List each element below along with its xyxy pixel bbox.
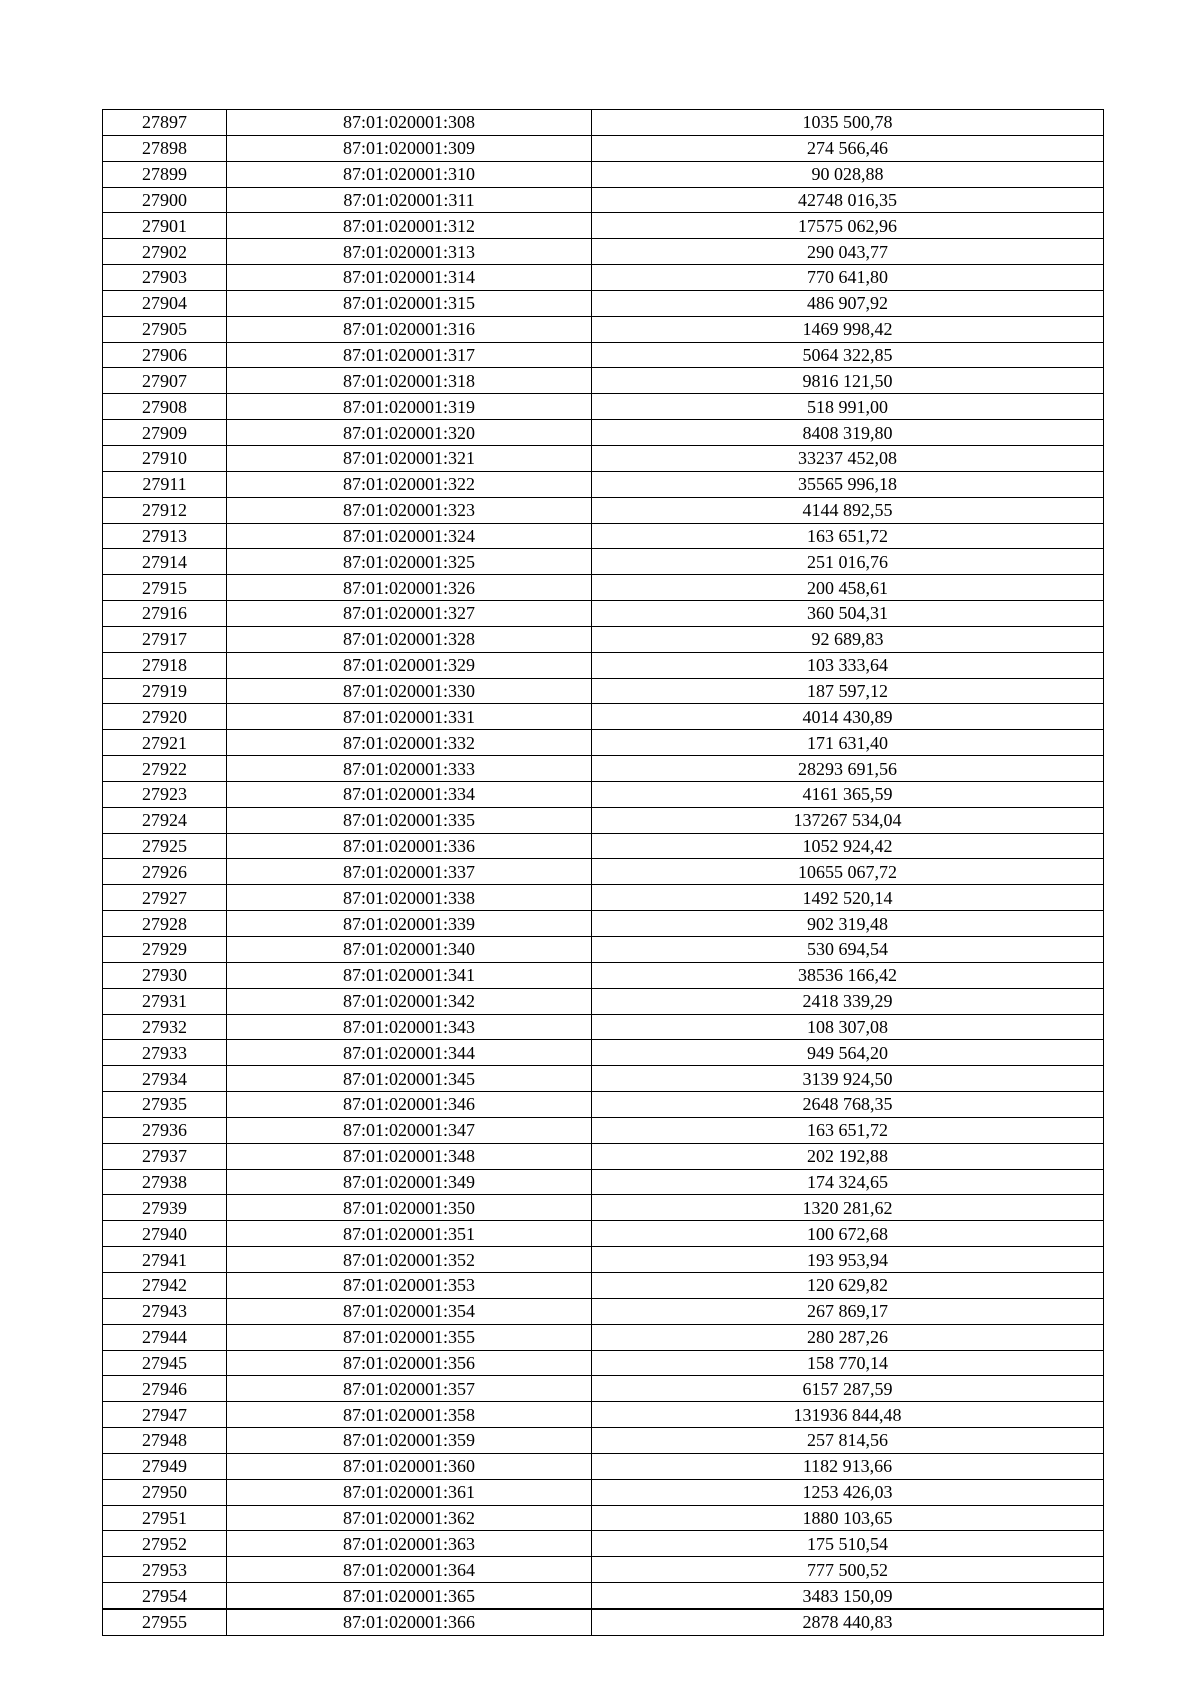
- cadastral-value-cell: 360 504,31: [592, 601, 1104, 627]
- cadastral-value-cell: 770 641,80: [592, 265, 1104, 291]
- cadastral-number-cell: 87:01:020001:320: [227, 420, 592, 446]
- cadastral-number-cell: 87:01:020001:322: [227, 471, 592, 497]
- cadastral-value-cell: 171 631,40: [592, 730, 1104, 756]
- cadastral-number-cell: 87:01:020001:342: [227, 988, 592, 1014]
- row-number-cell: 27934: [103, 1066, 227, 1092]
- cadastral-number-cell: 87:01:020001:354: [227, 1298, 592, 1324]
- table-row: [103, 368, 1104, 394]
- row-number-cell: 27916: [103, 601, 227, 627]
- cadastral-number-cell: 87:01:020001:334: [227, 781, 592, 807]
- cadastral-number-cell: 87:01:020001:331: [227, 704, 592, 730]
- cadastral-number-cell: 87:01:020001:359: [227, 1428, 592, 1454]
- row-number-cell: 27899: [103, 161, 227, 187]
- cadastral-number-cell: 87:01:020001:349: [227, 1169, 592, 1195]
- table-row: [103, 1117, 1104, 1143]
- cadastral-value-cell: 158 770,14: [592, 1350, 1104, 1376]
- row-number-cell: 27911: [103, 471, 227, 497]
- table-row: [103, 833, 1104, 859]
- cadastral-number-cell: 87:01:020001:315: [227, 290, 592, 316]
- cadastral-value-cell: 202 192,88: [592, 1143, 1104, 1169]
- table-row: [103, 290, 1104, 316]
- table-row: [103, 1143, 1104, 1169]
- row-number-cell: 27900: [103, 187, 227, 213]
- table-row: [103, 110, 1104, 136]
- cadastral-value-cell: 4144 892,55: [592, 497, 1104, 523]
- row-number-cell: 27932: [103, 1014, 227, 1040]
- row-number-cell: 27927: [103, 885, 227, 911]
- cadastral-number-cell: 87:01:020001:365: [227, 1583, 592, 1609]
- cadastral-value-cell: 175 510,54: [592, 1531, 1104, 1557]
- cadastral-number-cell: 87:01:020001:323: [227, 497, 592, 523]
- table-row: [103, 1583, 1104, 1609]
- cadastral-value-cell: 10655 067,72: [592, 859, 1104, 885]
- row-number-cell: 27918: [103, 652, 227, 678]
- cadastral-value-cell: 949 564,20: [592, 1040, 1104, 1066]
- cadastral-number-cell: 87:01:020001:308: [227, 110, 592, 136]
- row-number-cell: 27925: [103, 833, 227, 859]
- row-number-cell: 27937: [103, 1143, 227, 1169]
- table-row: [103, 626, 1104, 652]
- row-number-cell: 27920: [103, 704, 227, 730]
- cadastral-value-cell: 90 028,88: [592, 161, 1104, 187]
- row-number-cell: 27951: [103, 1505, 227, 1531]
- cadastral-value-cell: 3483 150,09: [592, 1583, 1104, 1609]
- cadastral-number-cell: 87:01:020001:335: [227, 807, 592, 833]
- table-row: [103, 1505, 1104, 1531]
- table-row: [103, 1247, 1104, 1273]
- row-number-cell: 27930: [103, 962, 227, 988]
- cadastral-number-cell: 87:01:020001:321: [227, 445, 592, 471]
- table-row: [103, 1014, 1104, 1040]
- table-row: [103, 1169, 1104, 1195]
- cadastral-number-cell: 87:01:020001:310: [227, 161, 592, 187]
- row-number-cell: 27904: [103, 290, 227, 316]
- table-row: [103, 161, 1104, 187]
- cadastral-value-cell: 486 907,92: [592, 290, 1104, 316]
- cadastral-value-cell: 902 319,48: [592, 911, 1104, 937]
- cadastral-number-cell: 87:01:020001:363: [227, 1531, 592, 1557]
- table-row: [103, 1557, 1104, 1583]
- cadastral-value-cell: 200 458,61: [592, 575, 1104, 601]
- cadastral-number-cell: 87:01:020001:348: [227, 1143, 592, 1169]
- table-row: [103, 885, 1104, 911]
- row-number-cell: 27935: [103, 1092, 227, 1118]
- row-number-cell: 27905: [103, 316, 227, 342]
- cadastral-number-cell: 87:01:020001:309: [227, 135, 592, 161]
- row-number-cell: 27926: [103, 859, 227, 885]
- table-row: [103, 1376, 1104, 1402]
- cadastral-number-cell: 87:01:020001:330: [227, 678, 592, 704]
- row-number-cell: 27940: [103, 1221, 227, 1247]
- table-row: [103, 549, 1104, 575]
- row-number-cell: 27898: [103, 135, 227, 161]
- table-row: [103, 730, 1104, 756]
- row-number-cell: 27922: [103, 756, 227, 782]
- cadastral-value-cell: 28293 691,56: [592, 756, 1104, 782]
- cadastral-number-cell: 87:01:020001:339: [227, 911, 592, 937]
- table-row: [103, 1324, 1104, 1350]
- table-row: [103, 704, 1104, 730]
- row-number-cell: 27909: [103, 420, 227, 446]
- cadastral-number-cell: 87:01:020001:333: [227, 756, 592, 782]
- table-row: [103, 937, 1104, 963]
- cadastral-value-cell: 6157 287,59: [592, 1376, 1104, 1402]
- cadastral-value-cell: 17575 062,96: [592, 213, 1104, 239]
- cadastral-value-cell: 35565 996,18: [592, 471, 1104, 497]
- table-row: [103, 471, 1104, 497]
- table-row: [103, 265, 1104, 291]
- cadastral-value-cell: 1052 924,42: [592, 833, 1104, 859]
- row-number-cell: 27914: [103, 549, 227, 575]
- cadastral-value-cell: 4014 430,89: [592, 704, 1104, 730]
- cadastral-value-cell: 187 597,12: [592, 678, 1104, 704]
- row-number-cell: 27952: [103, 1531, 227, 1557]
- table-row: [103, 213, 1104, 239]
- cadastral-value-cell: 1880 103,65: [592, 1505, 1104, 1531]
- cadastral-value-cell: 163 651,72: [592, 1117, 1104, 1143]
- table-row: [103, 135, 1104, 161]
- table-row: [103, 1040, 1104, 1066]
- cadastral-value-cell: 92 689,83: [592, 626, 1104, 652]
- table-row: [103, 756, 1104, 782]
- cadastral-number-cell: 87:01:020001:347: [227, 1117, 592, 1143]
- table-row: [103, 1298, 1104, 1324]
- row-number-cell: 27950: [103, 1479, 227, 1505]
- row-number-cell: 27946: [103, 1376, 227, 1402]
- row-number-cell: 27954: [103, 1583, 227, 1609]
- cadastral-number-cell: 87:01:020001:317: [227, 342, 592, 368]
- table-row: [103, 1609, 1104, 1635]
- cadastral-value-cell: 193 953,94: [592, 1247, 1104, 1273]
- table-row: [103, 988, 1104, 1014]
- cadastral-number-cell: 87:01:020001:357: [227, 1376, 592, 1402]
- cadastral-number-cell: 87:01:020001:319: [227, 394, 592, 420]
- row-number-cell: 27944: [103, 1324, 227, 1350]
- cadastral-value-cell: 42748 016,35: [592, 187, 1104, 213]
- row-number-cell: 27941: [103, 1247, 227, 1273]
- row-number-cell: 27910: [103, 445, 227, 471]
- table-row: [103, 859, 1104, 885]
- table-row: [103, 1066, 1104, 1092]
- cadastral-number-cell: 87:01:020001:341: [227, 962, 592, 988]
- cadastral-number-cell: 87:01:020001:355: [227, 1324, 592, 1350]
- row-number-cell: 27929: [103, 937, 227, 963]
- table-row: [103, 1195, 1104, 1221]
- cadastral-value-cell: 120 629,82: [592, 1272, 1104, 1298]
- cadastral-number-cell: 87:01:020001:327: [227, 601, 592, 627]
- cadastral-value-cell: 1469 998,42: [592, 316, 1104, 342]
- table-row: [103, 1092, 1104, 1118]
- cadastral-value-cell: 33237 452,08: [592, 445, 1104, 471]
- cadastral-number-cell: 87:01:020001:311: [227, 187, 592, 213]
- row-number-cell: 27947: [103, 1402, 227, 1428]
- cadastral-number-cell: 87:01:020001:318: [227, 368, 592, 394]
- cadastral-number-cell: 87:01:020001:350: [227, 1195, 592, 1221]
- cadastral-value-cell: 1492 520,14: [592, 885, 1104, 911]
- row-number-cell: 27903: [103, 265, 227, 291]
- cadastral-value-cell: 2648 768,35: [592, 1092, 1104, 1118]
- row-number-cell: 27945: [103, 1350, 227, 1376]
- cadastral-value-cell: 9816 121,50: [592, 368, 1104, 394]
- cadastral-number-cell: 87:01:020001:361: [227, 1479, 592, 1505]
- cadastral-number-cell: 87:01:020001:366: [227, 1609, 592, 1635]
- cadastral-number-cell: 87:01:020001:344: [227, 1040, 592, 1066]
- cadastral-number-cell: 87:01:020001:358: [227, 1402, 592, 1428]
- cadastral-number-cell: 87:01:020001:364: [227, 1557, 592, 1583]
- row-number-cell: 27897: [103, 110, 227, 136]
- table-row: [103, 239, 1104, 265]
- cadastral-number-cell: 87:01:020001:313: [227, 239, 592, 265]
- cadastral-number-cell: 87:01:020001:360: [227, 1453, 592, 1479]
- cadastral-value-cell: 137267 534,04: [592, 807, 1104, 833]
- table-row: [103, 911, 1104, 937]
- table-row: [103, 445, 1104, 471]
- cadastral-value-cell: 131936 844,48: [592, 1402, 1104, 1428]
- cadastral-value-cell: 5064 322,85: [592, 342, 1104, 368]
- cadastral-value-cell: 3139 924,50: [592, 1066, 1104, 1092]
- table-row: [103, 781, 1104, 807]
- row-number-cell: 27939: [103, 1195, 227, 1221]
- cadastral-number-cell: 87:01:020001:316: [227, 316, 592, 342]
- cadastral-number-cell: 87:01:020001:352: [227, 1247, 592, 1273]
- table-row: [103, 316, 1104, 342]
- cadastral-number-cell: 87:01:020001:312: [227, 213, 592, 239]
- cadastral-value-cell: 1182 913,66: [592, 1453, 1104, 1479]
- cadastral-number-cell: 87:01:020001:314: [227, 265, 592, 291]
- table-row: [103, 1272, 1104, 1298]
- table-row: [103, 1479, 1104, 1505]
- cadastral-value-cell: 108 307,08: [592, 1014, 1104, 1040]
- cadastral-value-cell: 280 287,26: [592, 1324, 1104, 1350]
- cadastral-number-cell: 87:01:020001:329: [227, 652, 592, 678]
- row-number-cell: 27917: [103, 626, 227, 652]
- table-row: [103, 678, 1104, 704]
- cadastral-value-cell: 4161 365,59: [592, 781, 1104, 807]
- cadastral-number-cell: 87:01:020001:356: [227, 1350, 592, 1376]
- table-row: [103, 497, 1104, 523]
- cadastral-number-cell: 87:01:020001:343: [227, 1014, 592, 1040]
- cadastral-number-cell: 87:01:020001:326: [227, 575, 592, 601]
- table-row: [103, 1221, 1104, 1247]
- table-row: [103, 652, 1104, 678]
- cadastral-value-cell: 257 814,56: [592, 1428, 1104, 1454]
- cadastral-number-cell: 87:01:020001:362: [227, 1505, 592, 1531]
- table-row: [103, 394, 1104, 420]
- row-number-cell: 27933: [103, 1040, 227, 1066]
- row-number-cell: 27955: [103, 1609, 227, 1635]
- cadastral-value-cell: 274 566,46: [592, 135, 1104, 161]
- cadastral-value-cell: 163 651,72: [592, 523, 1104, 549]
- cadastral-value-cell: 8408 319,80: [592, 420, 1104, 446]
- row-number-cell: 27902: [103, 239, 227, 265]
- table-row: [103, 523, 1104, 549]
- cadastral-value-cell: 290 043,77: [592, 239, 1104, 265]
- row-number-cell: 27907: [103, 368, 227, 394]
- table-row: [103, 807, 1104, 833]
- row-number-cell: 27942: [103, 1272, 227, 1298]
- table-row: [103, 342, 1104, 368]
- cadastral-value-cell: 777 500,52: [592, 1557, 1104, 1583]
- table-body: [103, 110, 1104, 1636]
- cadastral-number-cell: 87:01:020001:337: [227, 859, 592, 885]
- row-number-cell: 27923: [103, 781, 227, 807]
- table-row: [103, 1350, 1104, 1376]
- table-row: [103, 1453, 1104, 1479]
- cadastral-value-cell: 174 324,65: [592, 1169, 1104, 1195]
- row-number-cell: 27949: [103, 1453, 227, 1479]
- cadastral-number-cell: 87:01:020001:336: [227, 833, 592, 859]
- cadastral-number-cell: 87:01:020001:351: [227, 1221, 592, 1247]
- row-number-cell: 27943: [103, 1298, 227, 1324]
- cadastral-value-cell: 251 016,76: [592, 549, 1104, 575]
- row-number-cell: 27912: [103, 497, 227, 523]
- row-number-cell: 27919: [103, 678, 227, 704]
- cadastral-value-cell: 1035 500,78: [592, 110, 1104, 136]
- cadastral-value-cell: 518 991,00: [592, 394, 1104, 420]
- table-row: [103, 1428, 1104, 1454]
- row-number-cell: 27906: [103, 342, 227, 368]
- cadastral-number-cell: 87:01:020001:325: [227, 549, 592, 575]
- table-row: [103, 1402, 1104, 1428]
- row-number-cell: 27924: [103, 807, 227, 833]
- table-row: [103, 1531, 1104, 1557]
- row-number-cell: 27908: [103, 394, 227, 420]
- table-row: [103, 575, 1104, 601]
- table-row: [103, 420, 1104, 446]
- table-row: [103, 601, 1104, 627]
- cadastral-value-cell: 267 869,17: [592, 1298, 1104, 1324]
- cadastral-number-cell: 87:01:020001:345: [227, 1066, 592, 1092]
- cadastral-value-cell: 100 672,68: [592, 1221, 1104, 1247]
- row-number-cell: 27936: [103, 1117, 227, 1143]
- row-number-cell: 27948: [103, 1428, 227, 1454]
- cadastral-number-cell: 87:01:020001:346: [227, 1092, 592, 1118]
- row-number-cell: 27928: [103, 911, 227, 937]
- row-number-cell: 27921: [103, 730, 227, 756]
- row-number-cell: 27931: [103, 988, 227, 1014]
- row-number-cell: 27901: [103, 213, 227, 239]
- cadastral-number-cell: 87:01:020001:340: [227, 937, 592, 963]
- row-number-cell: 27938: [103, 1169, 227, 1195]
- cadastral-value-cell: 2418 339,29: [592, 988, 1104, 1014]
- row-number-cell: 27953: [103, 1557, 227, 1583]
- cadastral-number-cell: 87:01:020001:338: [227, 885, 592, 911]
- table-row: [103, 962, 1104, 988]
- table-row: [103, 187, 1104, 213]
- cadastral-value-cell: 38536 166,42: [592, 962, 1104, 988]
- row-number-cell: 27915: [103, 575, 227, 601]
- cadastral-value-cell: 1253 426,03: [592, 1479, 1104, 1505]
- cadastral-value-cell: 103 333,64: [592, 652, 1104, 678]
- row-number-cell: 27913: [103, 523, 227, 549]
- cadastral-number-cell: 87:01:020001:353: [227, 1272, 592, 1298]
- cadastral-value-cell: 1320 281,62: [592, 1195, 1104, 1221]
- cadastral-number-cell: 87:01:020001:328: [227, 626, 592, 652]
- cadastral-number-cell: 87:01:020001:324: [227, 523, 592, 549]
- cadastral-value-table: [102, 109, 1104, 1636]
- cadastral-value-cell: 530 694,54: [592, 937, 1104, 963]
- cadastral-number-cell: 87:01:020001:332: [227, 730, 592, 756]
- cadastral-value-cell: 2878 440,83: [592, 1609, 1104, 1635]
